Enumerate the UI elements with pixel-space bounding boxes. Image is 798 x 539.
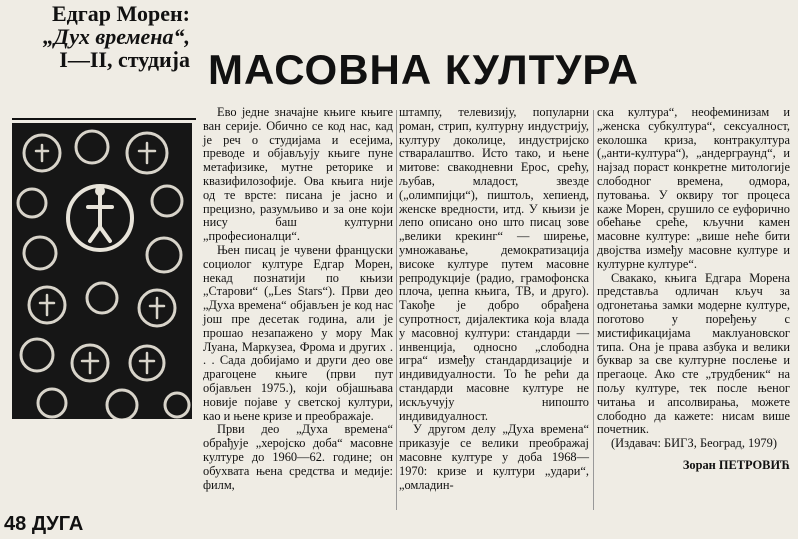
- paragraph: Први део „Духа времена“ обрађује „херојско доба“ масовне културе до 1960—62. године; он обухвата њена средства и медије: филм,: [203, 422, 393, 492]
- illustration-icon: [12, 123, 192, 419]
- article-title: МАСОВНА КУЛТУРА: [208, 46, 640, 93]
- paragraph: штампу, телевизију, популарни роман, стрип, културну индустрију, културу доколице, индустријско стваралаштво. Исто тако, и њене митове: свакодневни Ерос, срећу, љубав, младост, звезде („олимпијци“), пиштољ, хепиенд, женске вредности, итд. У књизи је лепо описано оно што писац зове „велики крекинг“ — ширење, умножавање, демократизација високе културе путем масовне репродукције (радио, грамофонска плоча, џепна књига, ТВ, и друго). Такође је добро обрађена супротност, дијалектика која влада у масовној култури: стандарди — инвенција, односно „слободна игра“ између стандардизације и индивидуалности. То ће рећи да стандарди масовне културе не искључују нипошто индивидуалност.: [399, 105, 589, 423]
- paragraph: Свакако, књига Едгара Морена представља одличан кључ за одгонетања замки модерне културе, поготово у поређењу с мистификацијама маклуановског типа. Она је права азбука и велики буквар за све културне послење и прегаоце. Ако сте „трудбеник“ на пољу културе, тек после њеног читања и апсолвирања, можете слободно да кажете: нисам више почетник.: [597, 270, 790, 437]
- column-divider: [396, 110, 397, 510]
- paragraph: Ево једне значајне књиге књиге ван серије. Обично се код нас, кад је реч о студијама и есејима, преводе и објављују књиге пуне метафизике, мутне реторике и квазифилозофије. Ова књига није од те врсте: писана је јасно и прецизно, разумљиво и за оне који нису баш културни „професионалци“.: [203, 105, 393, 244]
- paragraph: У другом делу „Духа времена“ приказује се велики преображај масовне културе у доба 1968—1970: кризе и култури „удари“, „омладин-: [399, 422, 589, 492]
- article-column-1: [203, 106, 393, 492]
- article-column-3: [597, 106, 790, 473]
- page-footer: [4, 513, 83, 536]
- author-signature: Зоран ПЕТРОВИЋ: [682, 457, 790, 472]
- article-illustration: [12, 123, 192, 419]
- paragraph: ска култура“, неофеминизам и „женска субкултура“, сексуалност, еколошка криза, контракултура („анти-култура“), „андерграунд“, и најзад пораст конкретне митологије слободног времена, одмора, путовања. У оквиру тог процеса каже Морен, срушило се еуфорично обећање среће, кључни камен масовне културе: „више неће бити двојства између масовне културе и културне културе“.: [597, 105, 790, 271]
- book-heading: [0, 2, 190, 71]
- article-column-2: [399, 106, 589, 492]
- book-work: „Дух времена“,: [42, 24, 190, 49]
- column-divider: [593, 110, 594, 510]
- page-number: 48: [4, 513, 27, 535]
- publisher-note: (Издавач: БИГЗ, Београд, 1979): [611, 436, 777, 451]
- paragraph: Њен писац је чувени француски социолог културе Едгар Морен, некад познатији по књизи „Старови“ („Les Stars“). Први део „Духа времена“ објављен је код нас још пре десетак година, али је прошао незапажено у мору Мак Луана, Маркузеа, Фрома и других . . . Сада добијамо и други део ове драгоцене књиге (први пут објављен 1975.), који објашњава новије појаве у светској култури, као и њене кризе и преображаје.: [203, 242, 393, 423]
- magazine-name: ДУГА: [31, 513, 84, 535]
- book-parts: I—II, студија: [59, 47, 190, 72]
- divider: [12, 118, 196, 120]
- book-author: Едгар Морен:: [51, 1, 190, 26]
